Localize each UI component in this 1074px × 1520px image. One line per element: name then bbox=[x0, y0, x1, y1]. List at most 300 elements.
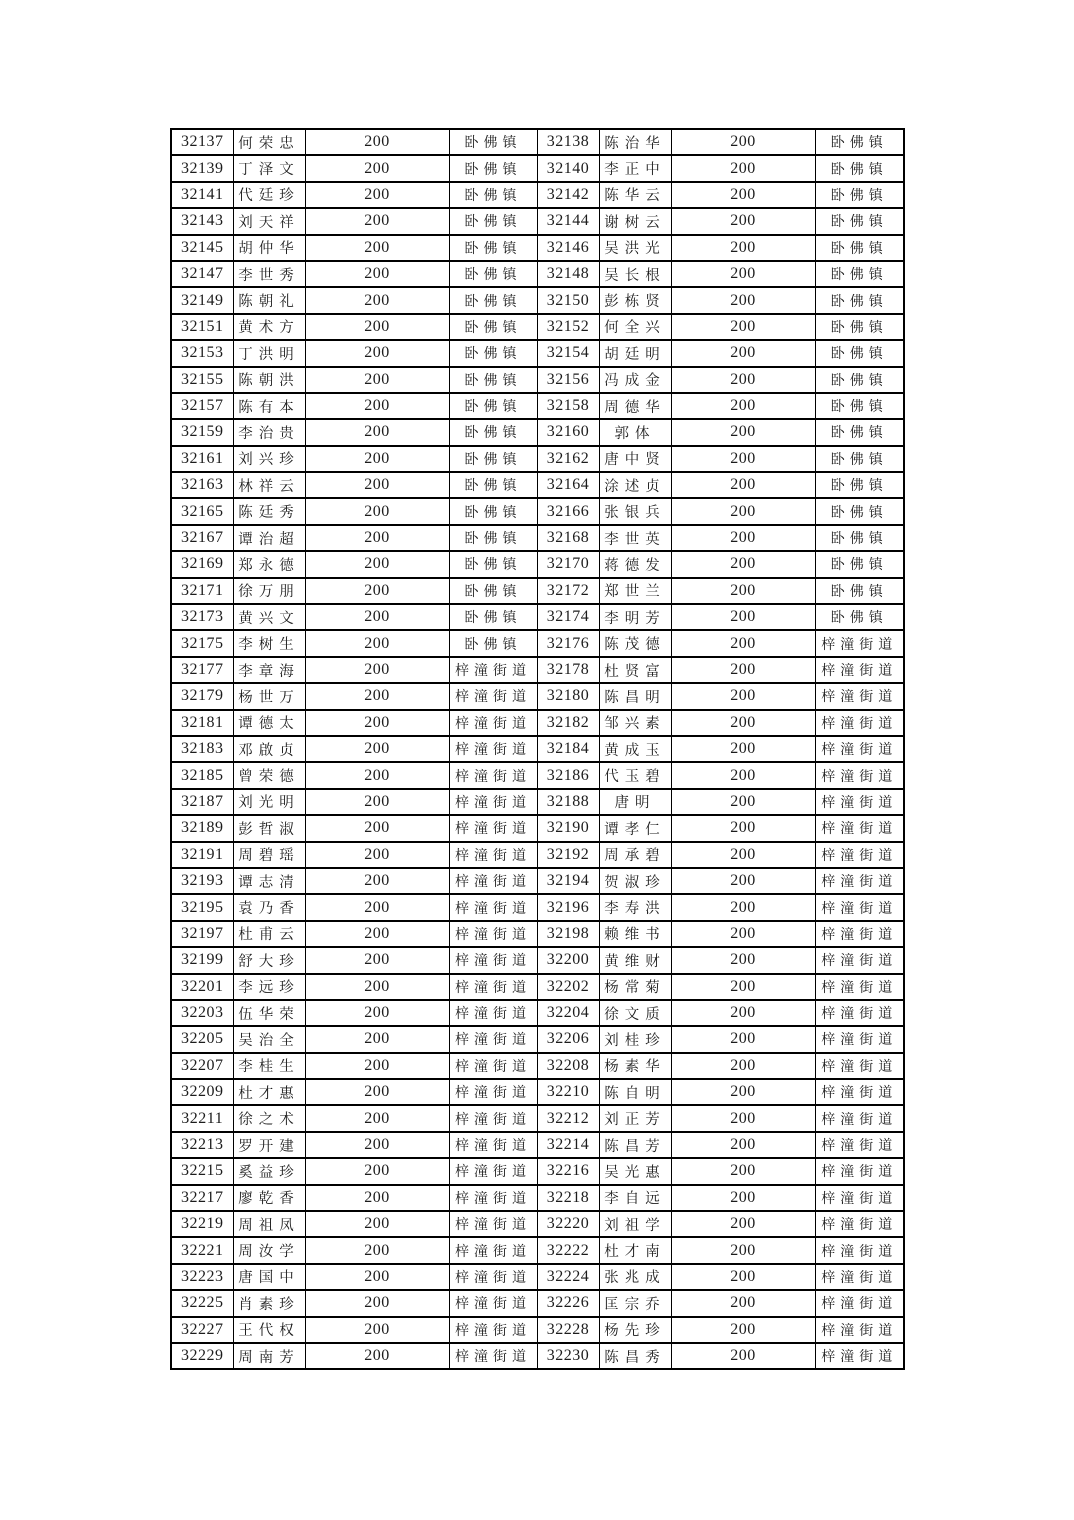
table-row bbox=[171, 1211, 904, 1237]
left-entry-amount-cell: 200 bbox=[305, 1343, 449, 1369]
table-row bbox=[171, 1290, 904, 1316]
right-entry-id-cell: 32178 bbox=[537, 657, 599, 683]
left-entry-id-cell: 32177 bbox=[171, 657, 233, 683]
right-entry-id-cell: 32228 bbox=[537, 1317, 599, 1343]
left-entry-name-cell: 廖乾香 bbox=[233, 1185, 305, 1211]
left-entry-name-cell: 唐国中 bbox=[233, 1264, 305, 1290]
right-entry-district-cell: 梓潼街道 bbox=[815, 815, 904, 841]
right-entry-name-cell: 唐中贤 bbox=[599, 446, 671, 472]
right-entry-amount-cell: 200 bbox=[671, 208, 815, 234]
left-entry-district-cell: 梓潼街道 bbox=[449, 1211, 537, 1237]
table-row bbox=[171, 287, 904, 313]
right-entry-district-cell: 梓潼街道 bbox=[815, 1000, 904, 1026]
left-entry-amount-cell: 200 bbox=[305, 393, 449, 419]
right-entry-district-cell: 梓潼街道 bbox=[815, 683, 904, 709]
right-entry-id-cell: 32188 bbox=[537, 789, 599, 815]
table-row bbox=[171, 736, 904, 762]
right-entry-id-cell: 32200 bbox=[537, 947, 599, 973]
right-entry-amount-cell: 200 bbox=[671, 710, 815, 736]
left-entry-id-cell: 32219 bbox=[171, 1211, 233, 1237]
right-entry-name-cell: 陈自明 bbox=[599, 1079, 671, 1105]
right-entry-amount-cell: 200 bbox=[671, 340, 815, 366]
right-entry-name-cell: 陈华云 bbox=[599, 182, 671, 208]
left-entry-id-cell: 32173 bbox=[171, 604, 233, 630]
left-entry-id-cell: 32189 bbox=[171, 815, 233, 841]
left-entry-district-cell: 梓潼街道 bbox=[449, 1264, 537, 1290]
right-entry-id-cell: 32176 bbox=[537, 630, 599, 656]
right-entry-amount-cell: 200 bbox=[671, 1237, 815, 1263]
right-entry-district-cell: 卧佛镇 bbox=[815, 182, 904, 208]
right-entry-amount-cell: 200 bbox=[671, 1211, 815, 1237]
table-row bbox=[171, 472, 904, 498]
left-entry-district-cell: 卧佛镇 bbox=[449, 314, 537, 340]
left-entry-district-cell: 卧佛镇 bbox=[449, 208, 537, 234]
roster-table-body bbox=[171, 129, 904, 1369]
left-entry-district-cell: 梓潼街道 bbox=[449, 789, 537, 815]
left-entry-district-cell: 梓潼街道 bbox=[449, 868, 537, 894]
right-entry-name-cell: 涂述贞 bbox=[599, 472, 671, 498]
right-entry-name-cell: 刘正芳 bbox=[599, 1105, 671, 1131]
left-entry-name-cell: 罗开建 bbox=[233, 1132, 305, 1158]
right-entry-id-cell: 32146 bbox=[537, 235, 599, 261]
right-entry-amount-cell: 200 bbox=[671, 947, 815, 973]
right-entry-district-cell: 卧佛镇 bbox=[815, 446, 904, 472]
right-entry-name-cell: 李寿洪 bbox=[599, 894, 671, 920]
left-entry-name-cell: 李治贵 bbox=[233, 419, 305, 445]
right-entry-district-cell: 卧佛镇 bbox=[815, 393, 904, 419]
right-entry-amount-cell: 200 bbox=[671, 921, 815, 947]
left-entry-id-cell: 32165 bbox=[171, 498, 233, 524]
left-entry-district-cell: 梓潼街道 bbox=[449, 894, 537, 920]
table-row bbox=[171, 1264, 904, 1290]
right-entry-name-cell: 胡廷明 bbox=[599, 340, 671, 366]
left-entry-amount-cell: 200 bbox=[305, 261, 449, 287]
right-entry-amount-cell: 200 bbox=[671, 419, 815, 445]
left-entry-amount-cell: 200 bbox=[305, 974, 449, 1000]
left-entry-amount-cell: 200 bbox=[305, 1158, 449, 1184]
table-row bbox=[171, 1053, 904, 1079]
left-entry-name-cell: 曾荣德 bbox=[233, 762, 305, 788]
left-entry-name-cell: 吴治全 bbox=[233, 1026, 305, 1052]
left-entry-district-cell: 卧佛镇 bbox=[449, 367, 537, 393]
right-entry-district-cell: 卧佛镇 bbox=[815, 367, 904, 393]
left-entry-amount-cell: 200 bbox=[305, 604, 449, 630]
right-entry-amount-cell: 200 bbox=[671, 1185, 815, 1211]
left-entry-id-cell: 32169 bbox=[171, 551, 233, 577]
left-entry-id-cell: 32151 bbox=[171, 314, 233, 340]
right-entry-district-cell: 梓潼街道 bbox=[815, 894, 904, 920]
left-entry-name-cell: 李桂生 bbox=[233, 1053, 305, 1079]
left-entry-name-cell: 刘天祥 bbox=[233, 208, 305, 234]
left-entry-amount-cell: 200 bbox=[305, 921, 449, 947]
left-entry-name-cell: 何荣忠 bbox=[233, 129, 305, 155]
right-entry-id-cell: 32214 bbox=[537, 1132, 599, 1158]
left-entry-name-cell: 奚益珍 bbox=[233, 1158, 305, 1184]
right-entry-id-cell: 32180 bbox=[537, 683, 599, 709]
right-entry-district-cell: 卧佛镇 bbox=[815, 235, 904, 261]
left-entry-id-cell: 32195 bbox=[171, 894, 233, 920]
table-row bbox=[171, 1000, 904, 1026]
table-row bbox=[171, 393, 904, 419]
left-entry-id-cell: 32201 bbox=[171, 974, 233, 1000]
right-entry-name-cell: 吴光惠 bbox=[599, 1158, 671, 1184]
table-row bbox=[171, 340, 904, 366]
left-entry-district-cell: 梓潼街道 bbox=[449, 1290, 537, 1316]
left-entry-amount-cell: 200 bbox=[305, 894, 449, 920]
right-entry-amount-cell: 200 bbox=[671, 525, 815, 551]
right-entry-district-cell: 卧佛镇 bbox=[815, 472, 904, 498]
left-entry-id-cell: 32179 bbox=[171, 683, 233, 709]
right-entry-district-cell: 卧佛镇 bbox=[815, 498, 904, 524]
left-entry-name-cell: 代廷珍 bbox=[233, 182, 305, 208]
left-entry-amount-cell: 200 bbox=[305, 1000, 449, 1026]
right-entry-name-cell: 黄维财 bbox=[599, 947, 671, 973]
left-entry-name-cell: 丁泽文 bbox=[233, 155, 305, 181]
left-entry-amount-cell: 200 bbox=[305, 762, 449, 788]
left-entry-id-cell: 32213 bbox=[171, 1132, 233, 1158]
right-entry-name-cell: 陈治华 bbox=[599, 129, 671, 155]
right-entry-id-cell: 32154 bbox=[537, 340, 599, 366]
left-entry-id-cell: 32205 bbox=[171, 1026, 233, 1052]
right-entry-name-cell: 刘桂珍 bbox=[599, 1026, 671, 1052]
right-entry-district-cell: 卧佛镇 bbox=[815, 261, 904, 287]
right-entry-amount-cell: 200 bbox=[671, 155, 815, 181]
left-entry-name-cell: 杜才惠 bbox=[233, 1079, 305, 1105]
right-entry-id-cell: 32162 bbox=[537, 446, 599, 472]
right-entry-district-cell: 梓潼街道 bbox=[815, 1290, 904, 1316]
left-entry-name-cell: 林祥云 bbox=[233, 472, 305, 498]
left-entry-amount-cell: 200 bbox=[305, 287, 449, 313]
left-entry-district-cell: 卧佛镇 bbox=[449, 604, 537, 630]
right-entry-amount-cell: 200 bbox=[671, 1264, 815, 1290]
right-entry-id-cell: 32204 bbox=[537, 1000, 599, 1026]
right-entry-id-cell: 32226 bbox=[537, 1290, 599, 1316]
table-row bbox=[171, 551, 904, 577]
right-entry-name-cell: 郑世兰 bbox=[599, 578, 671, 604]
right-entry-name-cell: 杨素华 bbox=[599, 1053, 671, 1079]
right-entry-id-cell: 32172 bbox=[537, 578, 599, 604]
left-entry-amount-cell: 200 bbox=[305, 868, 449, 894]
left-entry-name-cell: 丁洪明 bbox=[233, 340, 305, 366]
left-entry-amount-cell: 200 bbox=[305, 630, 449, 656]
left-entry-district-cell: 卧佛镇 bbox=[449, 630, 537, 656]
right-entry-name-cell: 冯成金 bbox=[599, 367, 671, 393]
left-entry-district-cell: 卧佛镇 bbox=[449, 393, 537, 419]
left-entry-district-cell: 梓潼街道 bbox=[449, 710, 537, 736]
table-row bbox=[171, 789, 904, 815]
right-entry-district-cell: 卧佛镇 bbox=[815, 208, 904, 234]
right-entry-name-cell: 杜才南 bbox=[599, 1237, 671, 1263]
right-entry-name-cell: 李自远 bbox=[599, 1185, 671, 1211]
left-entry-amount-cell: 200 bbox=[305, 340, 449, 366]
right-entry-district-cell: 梓潼街道 bbox=[815, 1053, 904, 1079]
table-row bbox=[171, 1317, 904, 1343]
right-entry-name-cell: 陈昌芳 bbox=[599, 1132, 671, 1158]
table-row bbox=[171, 657, 904, 683]
left-entry-name-cell: 李世秀 bbox=[233, 261, 305, 287]
table-row bbox=[171, 921, 904, 947]
table-row bbox=[171, 578, 904, 604]
left-entry-name-cell: 李树生 bbox=[233, 630, 305, 656]
left-entry-district-cell: 卧佛镇 bbox=[449, 261, 537, 287]
left-entry-amount-cell: 200 bbox=[305, 208, 449, 234]
right-entry-amount-cell: 200 bbox=[671, 182, 815, 208]
left-entry-amount-cell: 200 bbox=[305, 235, 449, 261]
left-entry-id-cell: 32149 bbox=[171, 287, 233, 313]
right-entry-name-cell: 李明芳 bbox=[599, 604, 671, 630]
right-entry-amount-cell: 200 bbox=[671, 657, 815, 683]
right-entry-amount-cell: 200 bbox=[671, 604, 815, 630]
left-entry-name-cell: 彭哲淑 bbox=[233, 815, 305, 841]
left-entry-name-cell: 谭志清 bbox=[233, 868, 305, 894]
right-entry-name-cell: 代玉碧 bbox=[599, 762, 671, 788]
left-entry-amount-cell: 200 bbox=[305, 736, 449, 762]
left-entry-amount-cell: 200 bbox=[305, 419, 449, 445]
left-entry-id-cell: 32167 bbox=[171, 525, 233, 551]
left-entry-amount-cell: 200 bbox=[305, 1132, 449, 1158]
left-entry-name-cell: 周汝学 bbox=[233, 1237, 305, 1263]
left-entry-name-cell: 周南芳 bbox=[233, 1343, 305, 1369]
left-entry-name-cell: 郑永德 bbox=[233, 551, 305, 577]
left-entry-name-cell: 肖素珍 bbox=[233, 1290, 305, 1316]
right-entry-name-cell: 徐文质 bbox=[599, 1000, 671, 1026]
left-entry-name-cell: 王代权 bbox=[233, 1317, 305, 1343]
left-entry-district-cell: 梓潼街道 bbox=[449, 921, 537, 947]
left-entry-id-cell: 32137 bbox=[171, 129, 233, 155]
right-entry-id-cell: 32144 bbox=[537, 208, 599, 234]
right-entry-id-cell: 32230 bbox=[537, 1343, 599, 1369]
table-row bbox=[171, 1237, 904, 1263]
right-entry-amount-cell: 200 bbox=[671, 1105, 815, 1131]
right-entry-amount-cell: 200 bbox=[671, 261, 815, 287]
right-entry-amount-cell: 200 bbox=[671, 868, 815, 894]
left-entry-name-cell: 陈朝礼 bbox=[233, 287, 305, 313]
left-entry-district-cell: 梓潼街道 bbox=[449, 1158, 537, 1184]
right-entry-district-cell: 卧佛镇 bbox=[815, 578, 904, 604]
right-entry-amount-cell: 200 bbox=[671, 736, 815, 762]
left-entry-amount-cell: 200 bbox=[305, 367, 449, 393]
left-entry-name-cell: 杜甫云 bbox=[233, 921, 305, 947]
left-entry-name-cell: 袁乃香 bbox=[233, 894, 305, 920]
right-entry-district-cell: 卧佛镇 bbox=[815, 604, 904, 630]
right-entry-name-cell: 吴长根 bbox=[599, 261, 671, 287]
table-row bbox=[171, 367, 904, 393]
left-entry-amount-cell: 200 bbox=[305, 1237, 449, 1263]
left-entry-amount-cell: 200 bbox=[305, 551, 449, 577]
right-entry-amount-cell: 200 bbox=[671, 894, 815, 920]
table-row bbox=[171, 1343, 904, 1369]
table-row bbox=[171, 630, 904, 656]
left-entry-district-cell: 卧佛镇 bbox=[449, 235, 537, 261]
right-entry-district-cell: 卧佛镇 bbox=[815, 314, 904, 340]
right-entry-district-cell: 梓潼街道 bbox=[815, 1158, 904, 1184]
right-entry-name-cell: 赖维书 bbox=[599, 921, 671, 947]
left-entry-name-cell: 徐万朋 bbox=[233, 578, 305, 604]
left-entry-amount-cell: 200 bbox=[305, 182, 449, 208]
left-entry-amount-cell: 200 bbox=[305, 472, 449, 498]
right-entry-amount-cell: 200 bbox=[671, 1132, 815, 1158]
table-row bbox=[171, 894, 904, 920]
right-entry-amount-cell: 200 bbox=[671, 1053, 815, 1079]
table-row bbox=[171, 710, 904, 736]
left-entry-id-cell: 32161 bbox=[171, 446, 233, 472]
left-entry-amount-cell: 200 bbox=[305, 1026, 449, 1052]
table-row bbox=[171, 683, 904, 709]
left-entry-id-cell: 32139 bbox=[171, 155, 233, 181]
left-entry-district-cell: 卧佛镇 bbox=[449, 155, 537, 181]
right-entry-district-cell: 梓潼街道 bbox=[815, 1317, 904, 1343]
right-entry-name-cell: 蒋德发 bbox=[599, 551, 671, 577]
left-entry-district-cell: 梓潼街道 bbox=[449, 1026, 537, 1052]
left-entry-amount-cell: 200 bbox=[305, 789, 449, 815]
right-entry-amount-cell: 200 bbox=[671, 1317, 815, 1343]
right-entry-amount-cell: 200 bbox=[671, 762, 815, 788]
right-entry-district-cell: 梓潼街道 bbox=[815, 1105, 904, 1131]
left-entry-id-cell: 32203 bbox=[171, 1000, 233, 1026]
left-entry-amount-cell: 200 bbox=[305, 1053, 449, 1079]
right-entry-name-cell: 吴洪光 bbox=[599, 235, 671, 261]
right-entry-name-cell: 谢树云 bbox=[599, 208, 671, 234]
right-entry-district-cell: 梓潼街道 bbox=[815, 1343, 904, 1369]
left-entry-id-cell: 32217 bbox=[171, 1185, 233, 1211]
table-row bbox=[171, 762, 904, 788]
left-entry-amount-cell: 200 bbox=[305, 947, 449, 973]
right-entry-name-cell: 陈昌明 bbox=[599, 683, 671, 709]
right-entry-name-cell: 彭栋贤 bbox=[599, 287, 671, 313]
right-entry-district-cell: 卧佛镇 bbox=[815, 419, 904, 445]
right-entry-id-cell: 32208 bbox=[537, 1053, 599, 1079]
left-entry-name-cell: 徐之术 bbox=[233, 1105, 305, 1131]
left-entry-id-cell: 32187 bbox=[171, 789, 233, 815]
right-entry-name-cell: 郭体 bbox=[599, 419, 671, 445]
table-row bbox=[171, 947, 904, 973]
right-entry-district-cell: 卧佛镇 bbox=[815, 551, 904, 577]
right-entry-id-cell: 32194 bbox=[537, 868, 599, 894]
left-entry-district-cell: 梓潼街道 bbox=[449, 842, 537, 868]
left-entry-name-cell: 伍华荣 bbox=[233, 1000, 305, 1026]
left-entry-name-cell: 陈朝洪 bbox=[233, 367, 305, 393]
right-entry-district-cell: 梓潼街道 bbox=[815, 630, 904, 656]
right-entry-district-cell: 梓潼街道 bbox=[815, 1185, 904, 1211]
right-entry-district-cell: 梓潼街道 bbox=[815, 1264, 904, 1290]
left-entry-district-cell: 卧佛镇 bbox=[449, 129, 537, 155]
left-entry-id-cell: 32183 bbox=[171, 736, 233, 762]
right-entry-id-cell: 32166 bbox=[537, 498, 599, 524]
right-entry-name-cell: 黄成玉 bbox=[599, 736, 671, 762]
table-row bbox=[171, 974, 904, 1000]
right-entry-district-cell: 梓潼街道 bbox=[815, 789, 904, 815]
left-entry-name-cell: 谭德太 bbox=[233, 710, 305, 736]
right-entry-id-cell: 32160 bbox=[537, 419, 599, 445]
right-entry-id-cell: 32202 bbox=[537, 974, 599, 1000]
table-row bbox=[171, 868, 904, 894]
left-entry-district-cell: 卧佛镇 bbox=[449, 340, 537, 366]
right-entry-id-cell: 32220 bbox=[537, 1211, 599, 1237]
right-entry-district-cell: 卧佛镇 bbox=[815, 287, 904, 313]
left-entry-district-cell: 梓潼街道 bbox=[449, 736, 537, 762]
right-entry-id-cell: 32184 bbox=[537, 736, 599, 762]
table-row bbox=[171, 314, 904, 340]
right-entry-name-cell: 张银兵 bbox=[599, 498, 671, 524]
right-entry-name-cell: 杨常菊 bbox=[599, 974, 671, 1000]
left-entry-id-cell: 32229 bbox=[171, 1343, 233, 1369]
table-row bbox=[171, 1105, 904, 1131]
left-entry-id-cell: 32185 bbox=[171, 762, 233, 788]
left-entry-id-cell: 32223 bbox=[171, 1264, 233, 1290]
right-entry-amount-cell: 200 bbox=[671, 1079, 815, 1105]
left-entry-id-cell: 32207 bbox=[171, 1053, 233, 1079]
left-entry-district-cell: 梓潼街道 bbox=[449, 1105, 537, 1131]
left-entry-amount-cell: 200 bbox=[305, 525, 449, 551]
left-entry-id-cell: 32227 bbox=[171, 1317, 233, 1343]
left-entry-amount-cell: 200 bbox=[305, 314, 449, 340]
left-entry-id-cell: 32145 bbox=[171, 235, 233, 261]
left-entry-name-cell: 黄术方 bbox=[233, 314, 305, 340]
right-entry-id-cell: 32182 bbox=[537, 710, 599, 736]
right-entry-id-cell: 32170 bbox=[537, 551, 599, 577]
left-entry-amount-cell: 200 bbox=[305, 1290, 449, 1316]
right-entry-district-cell: 梓潼街道 bbox=[815, 1079, 904, 1105]
right-entry-amount-cell: 200 bbox=[671, 1026, 815, 1052]
left-entry-amount-cell: 200 bbox=[305, 1317, 449, 1343]
left-entry-district-cell: 梓潼街道 bbox=[449, 1185, 537, 1211]
right-entry-amount-cell: 200 bbox=[671, 1343, 815, 1369]
right-entry-id-cell: 32186 bbox=[537, 762, 599, 788]
table-row bbox=[171, 1132, 904, 1158]
right-entry-district-cell: 梓潼街道 bbox=[815, 762, 904, 788]
table-row bbox=[171, 842, 904, 868]
right-entry-district-cell: 卧佛镇 bbox=[815, 525, 904, 551]
left-entry-district-cell: 卧佛镇 bbox=[449, 446, 537, 472]
left-entry-id-cell: 32199 bbox=[171, 947, 233, 973]
right-entry-amount-cell: 200 bbox=[671, 578, 815, 604]
left-entry-amount-cell: 200 bbox=[305, 1264, 449, 1290]
right-entry-name-cell: 陈昌秀 bbox=[599, 1343, 671, 1369]
left-entry-id-cell: 32193 bbox=[171, 868, 233, 894]
left-entry-name-cell: 周祖凤 bbox=[233, 1211, 305, 1237]
right-entry-id-cell: 32198 bbox=[537, 921, 599, 947]
left-entry-id-cell: 32191 bbox=[171, 842, 233, 868]
left-entry-id-cell: 32159 bbox=[171, 419, 233, 445]
right-entry-id-cell: 32218 bbox=[537, 1185, 599, 1211]
left-entry-district-cell: 卧佛镇 bbox=[449, 498, 537, 524]
right-entry-name-cell: 唐明 bbox=[599, 789, 671, 815]
left-entry-id-cell: 32143 bbox=[171, 208, 233, 234]
table-row bbox=[171, 419, 904, 445]
table-row bbox=[171, 525, 904, 551]
table-row bbox=[171, 1079, 904, 1105]
right-entry-amount-cell: 200 bbox=[671, 393, 815, 419]
right-entry-id-cell: 32140 bbox=[537, 155, 599, 181]
right-entry-id-cell: 32138 bbox=[537, 129, 599, 155]
left-entry-district-cell: 梓潼街道 bbox=[449, 815, 537, 841]
left-entry-name-cell: 陈廷秀 bbox=[233, 498, 305, 524]
left-entry-amount-cell: 200 bbox=[305, 498, 449, 524]
left-entry-district-cell: 卧佛镇 bbox=[449, 525, 537, 551]
left-entry-name-cell: 刘光明 bbox=[233, 789, 305, 815]
left-entry-amount-cell: 200 bbox=[305, 842, 449, 868]
right-entry-amount-cell: 200 bbox=[671, 235, 815, 261]
right-entry-id-cell: 32206 bbox=[537, 1026, 599, 1052]
left-entry-id-cell: 32153 bbox=[171, 340, 233, 366]
left-entry-district-cell: 卧佛镇 bbox=[449, 182, 537, 208]
table-row bbox=[171, 129, 904, 155]
right-entry-district-cell: 梓潼街道 bbox=[815, 1237, 904, 1263]
left-entry-amount-cell: 200 bbox=[305, 815, 449, 841]
right-entry-amount-cell: 200 bbox=[671, 129, 815, 155]
right-entry-id-cell: 32150 bbox=[537, 287, 599, 313]
left-entry-district-cell: 卧佛镇 bbox=[449, 578, 537, 604]
